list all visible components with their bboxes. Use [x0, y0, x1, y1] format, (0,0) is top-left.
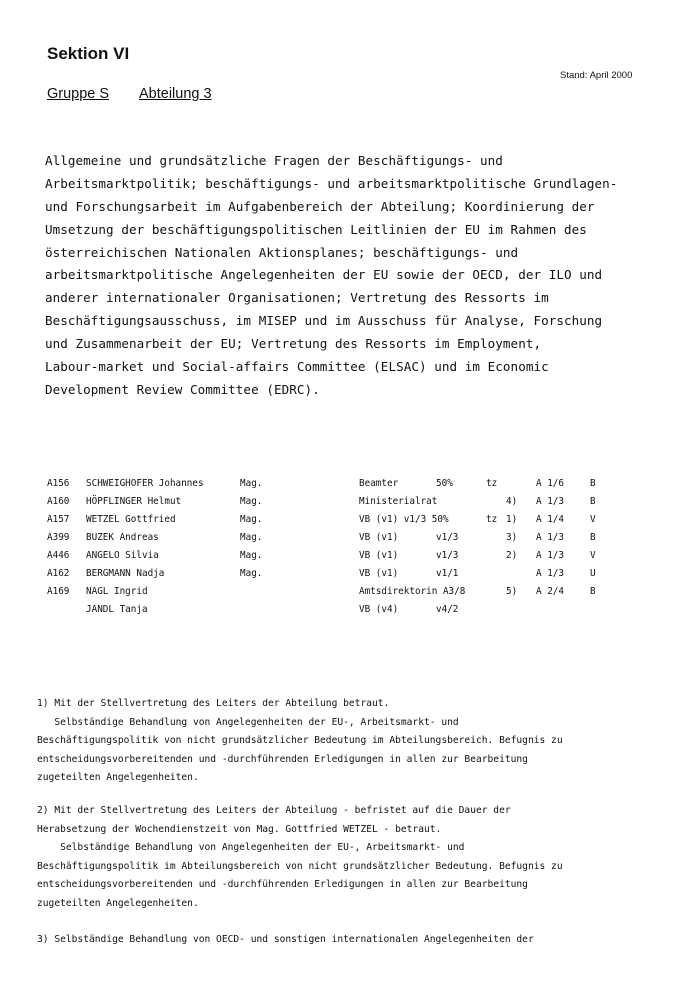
staff-id: A162	[47, 568, 70, 579]
section-title: Sektion VI	[47, 44, 130, 63]
staff-footnote-ref: 1)	[506, 514, 518, 525]
footnote-line: Selbständige Behandlung von Angelegenheiten der EU-, Arbeitsmarkt- und	[37, 716, 459, 728]
footnote-line: 3) Selbständige Behandlung von OECD- und sonstigen internationalen Angelegenheiten der	[37, 934, 534, 945]
description-line: Umsetzung der beschäftigungspolitischen Leitlinien der EU im Rahmen des	[45, 221, 587, 237]
footnote-line: entscheidungsvorbereitenden und -durchführenden Erledigungen in allen zur Bearbeitung	[37, 753, 528, 765]
staff-name: WETZEL Gottfried	[86, 514, 176, 525]
department-heading: Abteilung 3	[139, 86, 212, 102]
staff-title: Mag.	[240, 532, 263, 543]
staff-title: Mag.	[240, 514, 263, 525]
description-line: anderer internationaler Organisationen; Vertretung des Ressorts im	[45, 290, 549, 306]
staff-name: NAGL Ingrid	[86, 586, 148, 597]
description-line: österreichischen Nationalen Aktionsplanes; beschäftigungs- und	[45, 244, 519, 260]
footnote-line: Selbständige Behandlung von Angelegenheiten der EU-, Arbeitsmarkt- und	[37, 842, 465, 854]
footnote-1	[37, 695, 563, 788]
staff-footnote-ref: 3)	[506, 532, 518, 543]
staff-id: A169	[47, 586, 70, 597]
footnote-line: 2) Mit der Stellvertretung des Leiters der Abteilung - befristet auf die Dauer der	[37, 805, 511, 816]
staff-category: V	[590, 550, 596, 561]
staff-name: BERGMANN Nadja	[86, 568, 165, 579]
staff-name: ANGELO Silvia	[86, 550, 159, 561]
department-description	[45, 150, 665, 402]
staff-name: JANDL Tanja	[86, 604, 148, 615]
staff-name: BUZEK Andreas	[86, 532, 159, 543]
staff-grade: A 1/3	[536, 496, 564, 507]
staff-category: B	[590, 532, 596, 543]
staff-status: VB (v4)	[359, 604, 399, 615]
staff-detail: 50%	[436, 478, 453, 489]
footnote-line: entscheidungsvorbereitenden und -durchführenden Erledigungen in allen zur Bearbeitung	[37, 879, 528, 891]
staff-status: VB (v1)	[359, 568, 399, 579]
staff-name: HÖPFLINGER Helmut	[86, 496, 182, 507]
description-line: Allgemeine und grundsätzliche Fragen der Beschäftigungs- und	[45, 153, 503, 168]
staff-id: A157	[47, 514, 70, 525]
staff-footnote-ref: 2)	[506, 550, 518, 561]
staff-detail: v1/3	[436, 532, 459, 543]
footnote-line: zugeteilten Angelegenheiten.	[37, 897, 199, 909]
staff-category: B	[590, 586, 596, 597]
staff-title: Mag.	[240, 478, 263, 489]
group-heading: Gruppe S	[47, 86, 110, 102]
description-line: Arbeitsmarktpolitik; beschäftigungs- und arbeitsmarktpolitische Grundlagen-	[45, 175, 618, 191]
staff-footnote-ref: 4)	[506, 496, 518, 507]
staff-detail: v1/3	[436, 550, 459, 561]
staff-category: B	[590, 496, 596, 507]
description-line: und Zusammenarbeit der EU; Vertretung des Ressorts im Employment,	[45, 336, 542, 352]
staff-category: B	[590, 478, 596, 489]
staff-status: Amtsdirektorin A3/8	[359, 586, 466, 597]
description-line: und Forschungsarbeit im Aufgabenbereich der Abteilung; Koordinierung der	[45, 198, 595, 214]
staff-title: Mag.	[240, 550, 263, 561]
description-line: Labour-market und Social-affairs Committee (ELSAC) und im Economic	[45, 359, 549, 375]
footnote-line: Beschäftigungspolitik im Abteilungsbereich von nicht grundsätzlicher Bedeutung. Befugnis zu	[37, 860, 563, 872]
footnote-line: Herabsetzung der Wochendienstzeit von Mag. Gottfried WETZEL - betraut.	[37, 823, 442, 835]
staff-category: V	[590, 514, 596, 525]
staff-grade: A 1/6	[536, 478, 564, 489]
description-line: Beschäftigungsausschuss, im MISEP und im Ausschuss für Analyse, Forschung	[45, 313, 603, 329]
staff-title: Mag.	[240, 568, 263, 579]
staff-status: VB (v1) v1/3 50%	[359, 514, 449, 525]
staff-grade: A 2/4	[536, 586, 564, 597]
footnote-line: zugeteilten Angelegenheiten.	[37, 772, 199, 784]
staff-status: Ministerialrat	[359, 496, 438, 507]
staff-detail: v1/1	[436, 568, 459, 579]
staff-id: A446	[47, 550, 70, 561]
status-date: Stand: April 2000	[560, 70, 633, 81]
staff-grade: A 1/4	[536, 514, 564, 525]
staff-status: VB (v1)	[359, 532, 399, 543]
footnote-3	[37, 931, 534, 950]
staff-name: SCHWEIGHOFER Johannes	[86, 478, 204, 489]
staff-category: U	[590, 568, 596, 579]
staff-grade: A 1/3	[536, 532, 564, 543]
description-line: arbeitsmarktpolitische Angelegenheiten der EU sowie der OECD, der ILO und	[45, 267, 603, 283]
staff-status: Beamter	[359, 478, 399, 489]
staff-grade: A 1/3	[536, 550, 564, 561]
description-line: Development Review Committee (EDRC).	[45, 381, 320, 397]
staff-id: A160	[47, 496, 70, 507]
staff-footnote-ref: 5)	[506, 586, 518, 597]
staff-detail: v4/2	[436, 604, 459, 615]
staff-status: VB (v1)	[359, 550, 399, 561]
footnote-2	[37, 802, 563, 914]
staff-id: A399	[47, 532, 70, 543]
footnote-line: 1) Mit der Stellvertretung des Leiters der Abteilung betraut.	[37, 698, 390, 709]
staff-parttime: tz	[486, 478, 498, 489]
staff-parttime: tz	[486, 514, 498, 525]
staff-title: Mag.	[240, 496, 263, 507]
footnote-line: Beschäftigungspolitik von nicht grundsätzlicher Bedeutung im Abteilungsbereich. Befugnis zu	[37, 735, 563, 747]
staff-grade: A 1/3	[536, 568, 564, 579]
staff-id: A156	[47, 478, 70, 489]
